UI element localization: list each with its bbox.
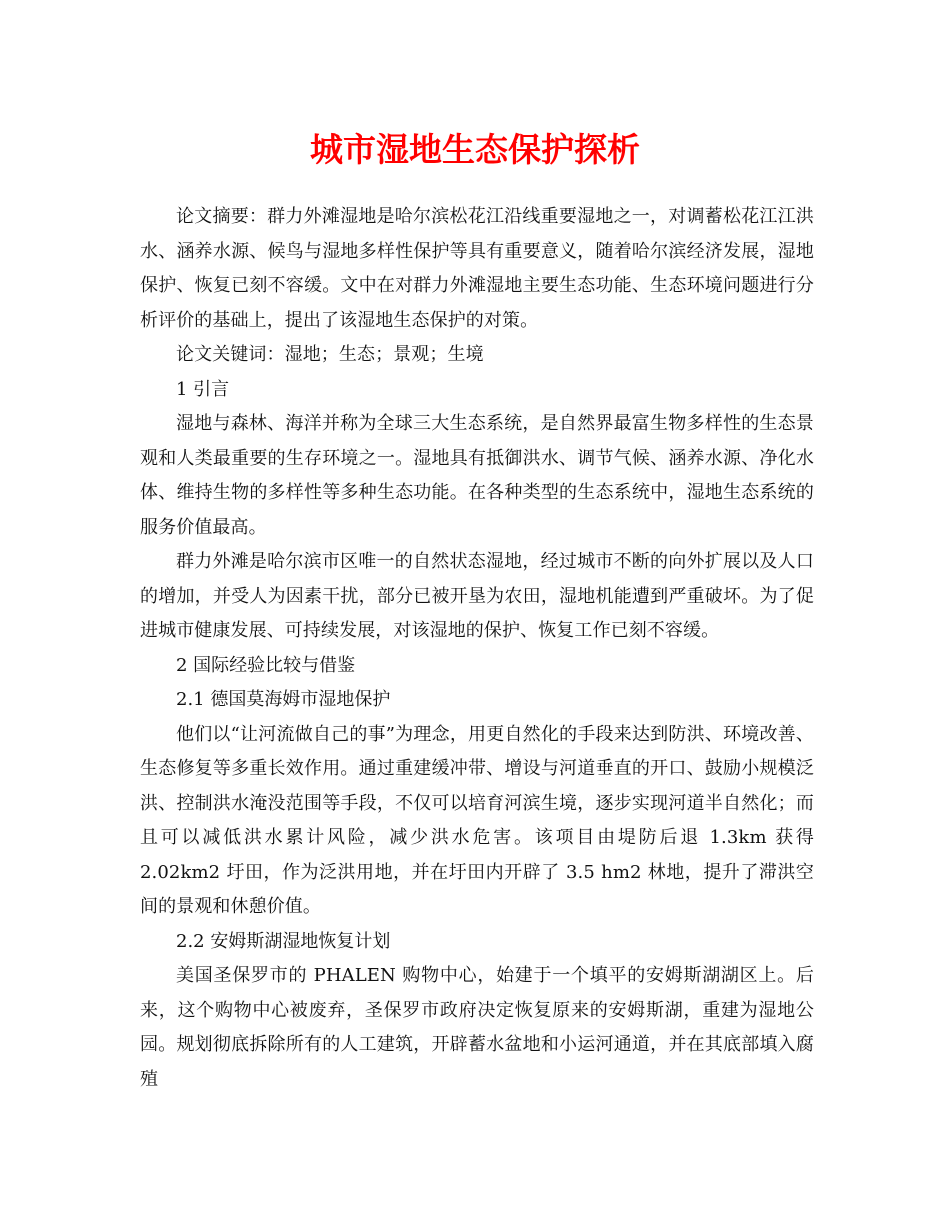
- section-heading-introduction: 1 引言: [176, 378, 230, 400]
- subsection-heading-monheim: 2.1 德国莫海姆市湿地保护: [176, 689, 391, 710]
- section-heading-international-experience: 2 国际经验比较与借鉴: [176, 654, 356, 676]
- keywords-paragraph: 论文关键词：湿地；生态；景观；生境: [176, 344, 484, 365]
- body-paragraph: 群力外滩是哈尔滨市区唯一的自然状态湿地，经过城市不断的向外扩展以及人口的增加，并受人为因素干扰，部分已被开垦为农田，湿地机能遭到严重破坏。为了促进城市健康发展、可持续发展，对该湿地的保护、恢复工作已刻不容缓。: [140, 551, 814, 641]
- body-paragraph: 湿地与森林、海洋并称为全球三大生态系统，是自然界最富生物多样性的生态景观和人类最重要的生存环境之一。湿地具有抵御洪水、调节气候、涵养水源、净化水体、维持生物的多样性等多种生态功能。在各种类型的生态系统中，湿地生态系统的服务价值最高。: [140, 413, 814, 538]
- abstract-paragraph: 论文摘要：群力外滩湿地是哈尔滨松花江沿线重要湿地之一，对调蓄松花江江洪水、涵养水源、候鸟与湿地多样性保护等具有重要意义，随着哈尔滨经济发展，湿地保护、恢复已刻不容缓。文中在对群力外滩湿地主要生态功能、生态环境问题进行分析评价的基础上，提出了该湿地生态保护的对策。: [140, 206, 814, 331]
- subsection-heading-ames-lake: 2.2 安姆斯湖湿地恢复计划: [176, 930, 391, 952]
- body-paragraph: 他们以“让河流做自己的事”为理念，用更自然化的手段来达到防洪、环境改善、生态修复等多重长效作用。通过重建缓冲带、增设与河道垂直的开口、鼓励小规模泛洪、控制洪水淹没范围等手段，不仅可以培育河滨生境，逐步实现河道半自然化；而且可以减低洪水累计风险，减少洪水危害。该项目由堤防后退 1.3km 获得 2.02km2 圩田，作为泛洪用地，并在圩田内开辟了 3.5 hm2 林地，提升了滞洪空间的景观和休憩价值。: [140, 723, 814, 917]
- document-body: [140, 200, 814, 1097]
- body-paragraph: 美国圣保罗市的 PHALEN 购物中心，始建于一个填平的安姆斯湖湖区上。后来，这个购物中心被废弃，圣保罗市政府决定恢复原来的安姆斯湖，重建为湿地公园。规划彻底拆除所有的人工建筑，开辟蓄水盆地和小运河通道，并在其底部填入腐殖: [140, 965, 814, 1090]
- document-title: 城市湿地生态保护探析: [310, 130, 640, 169]
